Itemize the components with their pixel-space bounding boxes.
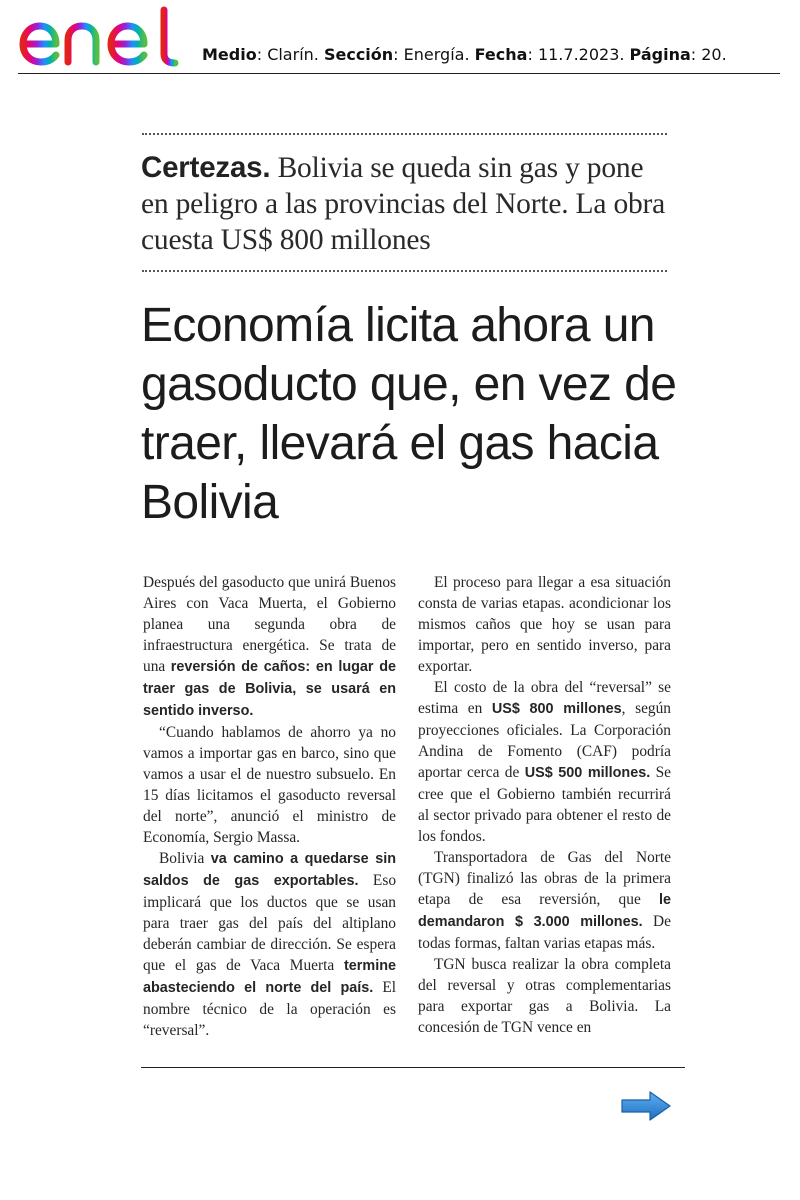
seccion-value: Energía. xyxy=(403,45,470,64)
paragraph-text: “Cuando hablamos de ahorro ya no vamos a importar gas en barco, sino que vamos a usar el de nuestro subsuelo. En 15 días licitamos el gasoducto reversal del norte”, anunció el ministro de Economía, Sergio Massa. xyxy=(143,724,396,846)
pagina-label: Página xyxy=(629,45,691,64)
kicker-bold: Certezas. xyxy=(141,151,271,184)
article-kicker xyxy=(141,150,676,258)
pagina-value: 20. xyxy=(701,45,727,64)
paragraph-text: Eso implicará que los ductos que se usan para traer gas del país del altiplano deberán cambiar de dirección. Se espera que el gas de Vaca Muerta xyxy=(143,872,397,974)
article-column-left xyxy=(143,572,396,1041)
paragraph-highlight: reversión de caños: en lugar de traer gas de Bolivia, se usará en sentido inverso. xyxy=(143,659,397,719)
medio-value: Clarín. xyxy=(267,45,319,64)
paragraph-text: , según proyecciones oficiales. La Corporación Andina de Fomento (CAF) podría aportar cerca de xyxy=(418,700,671,781)
paragraph xyxy=(418,677,671,847)
paragraph-highlight: US$ 800 millones xyxy=(491,701,622,717)
paragraph-text: El nombre técnico de la operación es “reversal”. xyxy=(143,979,396,1039)
article-column-right xyxy=(418,572,671,1038)
paragraph xyxy=(143,722,396,848)
paragraph xyxy=(143,848,396,1041)
paragraph-text: Se cree que el Gobierno también recurrirá al sector privado para obtener el resto de los fondos. xyxy=(418,764,671,845)
paragraph xyxy=(143,572,396,722)
fecha-label: Fecha xyxy=(474,45,528,64)
publication-metadata: Medio: Clarín. Sección: Energía. Fecha: 11.7.2023. Página: 20. xyxy=(202,45,727,64)
paragraph-highlight: US$ 500 millones. xyxy=(524,765,651,781)
paragraph xyxy=(418,954,671,1038)
paragraph-highlight: le demandaron $ 3.000 millones. xyxy=(418,892,671,930)
medio-label: Medio xyxy=(202,45,257,64)
paragraph-text: El proceso para llegar a esa situación consta de varias etapas. acondicionar los mismos caños que hoy se usan para importar, pero en sentido inverso, para exportar. xyxy=(418,574,671,675)
paragraph-text: TGN busca realizar la obra completa del reversal y otras complementarias para exportar gas a Bolivia. La concesión de TGN vence en xyxy=(418,956,671,1036)
dotted-divider-top xyxy=(142,133,667,135)
article-headline: Economía licita ahora un gasoducto que, en vez de traer, llevará el gas hacia Bolivia xyxy=(141,299,677,529)
article-end-divider xyxy=(141,1067,685,1068)
header-divider xyxy=(18,73,780,74)
kicker-text: Bolivia se queda sin gas y pone en peligro a las provincias del Norte. La obra cuesta US$ 800 millones xyxy=(141,152,666,256)
paragraph-highlight: termine abasteciendo el norte del país. xyxy=(143,958,396,996)
paragraph-highlight: va camino a quedarse sin saldos de gas exportables. xyxy=(143,851,396,889)
paragraph xyxy=(418,847,671,954)
paragraph-text: Bolivia xyxy=(159,850,211,867)
arrow-right-icon[interactable] xyxy=(620,1090,672,1122)
paragraph-text: De todas formas, faltan varias etapas más. xyxy=(418,913,672,952)
dotted-divider-bottom xyxy=(142,270,667,272)
seccion-label: Sección xyxy=(323,45,394,64)
paragraph xyxy=(418,572,671,677)
paragraph-text: El costo de la obra del “reversal” se estima en xyxy=(418,679,671,717)
paragraph-text: Transportadora de Gas del Norte (TGN) finalizó las obras de la primera etapa de esa reversión, que xyxy=(418,849,671,908)
fecha-value: 11.7.2023. xyxy=(537,45,625,64)
enel-logo xyxy=(18,4,180,70)
paragraph-text: Después del gasoducto que unirá Buenos Aires con Vaca Muerta, el Gobierno planea una segunda obra de infraestructura energética. Se trata de una xyxy=(143,574,396,675)
